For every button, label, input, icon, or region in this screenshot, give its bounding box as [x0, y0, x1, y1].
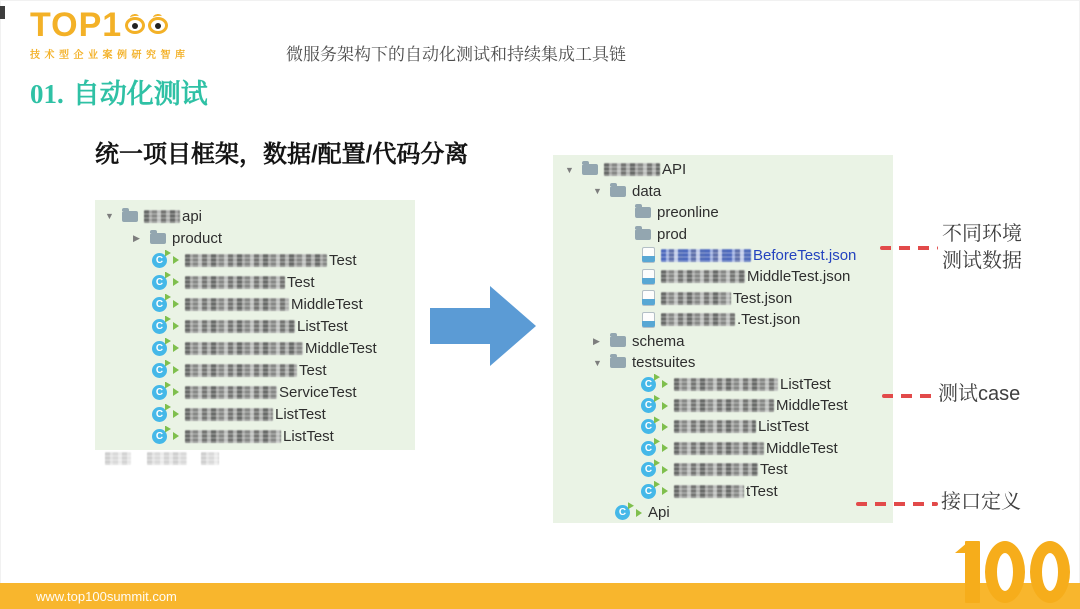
- json-file-icon: [642, 290, 655, 306]
- folder-icon: [582, 164, 598, 175]
- run-test-icon: [173, 366, 179, 374]
- redacted-name: [201, 452, 219, 465]
- file-suffix: Test: [287, 273, 315, 291]
- run-test-icon: [173, 278, 179, 286]
- folder-name: preonline: [657, 204, 719, 222]
- digit-1: [965, 541, 980, 603]
- run-test-icon: [662, 402, 668, 410]
- tree-row-root[interactable]: [553, 159, 893, 180]
- annotation-dashed-line: [856, 502, 938, 506]
- folder-icon: [610, 186, 626, 197]
- redacted-name: [185, 298, 289, 311]
- run-test-icon: [662, 423, 668, 431]
- annotation-test-case: 测试case: [938, 383, 1021, 405]
- class-icon: [152, 407, 167, 422]
- file-suffix: Test: [329, 251, 357, 269]
- file-suffix: MiddleTest: [305, 339, 377, 357]
- file-suffix: ListTest: [297, 317, 348, 335]
- file-suffix: Test: [760, 461, 788, 479]
- class-icon: [641, 462, 656, 477]
- annotation-env-data: [942, 221, 1022, 275]
- class-icon: [152, 319, 167, 334]
- folder-name: data: [632, 182, 662, 200]
- tree-row-test-file[interactable]: [95, 403, 415, 425]
- section-number: 01.: [30, 79, 64, 109]
- redacted-name: [604, 163, 660, 176]
- class-icon: [152, 363, 167, 378]
- redacted-name: [661, 249, 751, 262]
- file-suffix: ServiceTest: [279, 383, 357, 401]
- tree-row-prod[interactable]: [553, 223, 893, 244]
- tree-row-json-file[interactable]: [553, 309, 893, 330]
- tree-row-json-file[interactable]: [553, 266, 893, 287]
- chevron-expanded-icon[interactable]: ▼: [593, 186, 602, 197]
- file-name: Api: [648, 504, 670, 522]
- folder-name: api: [182, 207, 203, 225]
- file-suffix: Test.json: [733, 289, 793, 307]
- project-tree-left: [95, 200, 415, 450]
- folder-name: testsuites: [632, 354, 696, 372]
- tree-row-test-file[interactable]: [553, 373, 893, 394]
- annotation-line: 测试数据: [942, 250, 1022, 272]
- section-heading: [30, 72, 208, 111]
- folder-icon: [122, 211, 138, 222]
- top100-logo: [30, 8, 190, 61]
- class-icon: [641, 484, 656, 499]
- annotation-interface-def: 接口定义: [941, 491, 1021, 513]
- file-suffix: MiddleTest: [291, 295, 363, 313]
- logo-tagline: 技术型企业案例研究智库: [30, 50, 190, 61]
- file-suffix: tTest: [746, 482, 778, 500]
- file-suffix: MiddleTest.json: [747, 268, 851, 286]
- run-test-icon: [662, 380, 668, 388]
- right-arrow-icon: [430, 284, 538, 368]
- annotation-dashed-line: [882, 394, 938, 398]
- redacted-name: [661, 313, 735, 326]
- redacted-name: [144, 210, 180, 223]
- tree-row-test-file[interactable]: [95, 337, 415, 359]
- folder-name: product: [172, 229, 223, 247]
- file-suffix: Test: [299, 361, 327, 379]
- folder-icon: [610, 336, 626, 347]
- big-100-logo: [965, 541, 1070, 603]
- redacted-name: [185, 430, 281, 443]
- digit-0: [985, 541, 1025, 603]
- edge-artifact: [0, 6, 5, 19]
- file-suffix: ListTest: [758, 418, 809, 436]
- class-icon: [152, 429, 167, 444]
- tree-row-product[interactable]: [95, 227, 415, 249]
- annotation-line: 不同环境: [942, 223, 1022, 245]
- class-icon: [152, 253, 167, 268]
- chevron-expanded-icon[interactable]: ▼: [105, 211, 114, 221]
- section-title: 自动化测试: [72, 79, 208, 109]
- run-test-icon: [173, 432, 179, 440]
- run-test-icon: [662, 466, 668, 474]
- run-test-icon: [173, 322, 179, 330]
- tree-row-test-file[interactable]: [553, 481, 893, 502]
- json-file-icon: [642, 247, 655, 263]
- tree-row-test-file[interactable]: [95, 293, 415, 315]
- class-icon: [152, 297, 167, 312]
- tree-row-testsuites[interactable]: [553, 352, 893, 373]
- class-icon: [152, 275, 167, 290]
- json-file-icon: [642, 312, 655, 328]
- run-test-icon: [173, 344, 179, 352]
- annotation-dashed-line: [880, 246, 938, 250]
- redacted-name: [674, 485, 744, 498]
- redacted-name: [185, 364, 297, 377]
- file-suffix: ListTest: [283, 427, 334, 445]
- logo-text: TOP1: [30, 6, 123, 44]
- tree-row-test-file[interactable]: [95, 315, 415, 337]
- redacted-name: [185, 342, 303, 355]
- tree-row-root[interactable]: [95, 205, 415, 227]
- run-test-icon: [662, 444, 668, 452]
- folder-icon: [610, 357, 626, 368]
- deck-title: 微服务架构下的自动化测试和持续集成工具链: [286, 45, 626, 64]
- class-icon: [641, 419, 656, 434]
- tree-row-preonline[interactable]: [553, 202, 893, 223]
- chevron-expanded-icon[interactable]: ▼: [565, 164, 574, 175]
- chevron-expanded-icon[interactable]: ▼: [593, 357, 602, 368]
- eye-icon: [148, 17, 168, 34]
- redacted-name: [185, 276, 285, 289]
- tree-row-test-file[interactable]: [553, 459, 893, 480]
- tree-row-test-file[interactable]: [95, 381, 415, 403]
- tree-row-test-file[interactable]: [553, 395, 893, 416]
- tree-row-test-file[interactable]: [95, 359, 415, 381]
- redacted-name: [185, 254, 327, 267]
- file-suffix: ListTest: [780, 375, 831, 393]
- redacted-name: [105, 452, 131, 465]
- folder-name: schema: [632, 332, 685, 350]
- redacted-name: [661, 270, 745, 283]
- footer-url: www.top100summit.com: [36, 589, 177, 604]
- eye-icon: [125, 17, 145, 34]
- redacted-name: [185, 386, 277, 399]
- redacted-name: [674, 442, 764, 455]
- run-test-icon: [173, 300, 179, 308]
- chevron-collapsed-icon[interactable]: ▶: [133, 232, 140, 243]
- tree-row-schema[interactable]: [553, 331, 893, 352]
- redacted-name: [674, 378, 778, 391]
- file-suffix: ListTest: [275, 405, 326, 423]
- redacted-name: [185, 320, 295, 333]
- run-test-icon: [662, 487, 668, 495]
- folder-name: API: [662, 161, 687, 179]
- redacted-name: [674, 399, 774, 412]
- tree-row-test-file[interactable]: [95, 425, 415, 447]
- class-icon: [152, 385, 167, 400]
- class-icon: [641, 377, 656, 392]
- run-test-icon: [636, 509, 642, 517]
- run-test-icon: [173, 388, 179, 396]
- tree-row-json-file-selected[interactable]: [553, 245, 893, 266]
- class-icon: [152, 341, 167, 356]
- project-tree-right: [553, 155, 893, 523]
- tree-row-test-file[interactable]: [553, 416, 893, 437]
- tree-row-test-file[interactable]: [95, 249, 415, 271]
- folder-icon: [150, 233, 166, 244]
- class-icon: [615, 505, 630, 520]
- redacted-name: [185, 408, 273, 421]
- tree-row-test-file[interactable]: [553, 438, 893, 459]
- redacted-name: [147, 452, 187, 465]
- file-suffix: .Test.json: [737, 311, 801, 329]
- digit-0: [1030, 541, 1070, 603]
- folder-name: prod: [657, 225, 688, 243]
- folder-icon: [635, 229, 651, 240]
- file-suffix: BeforeTest.json: [753, 246, 857, 264]
- json-file-icon: [642, 269, 655, 285]
- slide-subtitle: 统一项目框架，数据/配置/代码分离: [95, 141, 469, 168]
- class-icon: [641, 441, 656, 456]
- chevron-collapsed-icon[interactable]: ▶: [593, 335, 600, 346]
- redacted-name: [661, 292, 731, 305]
- tree-row-api-class[interactable]: [553, 502, 893, 523]
- redacted-name: [674, 420, 756, 433]
- redacted-name: [674, 463, 758, 476]
- file-suffix: MiddleTest: [776, 397, 848, 415]
- run-test-icon: [173, 256, 179, 264]
- tree-row-partial: [95, 447, 415, 469]
- class-icon: [641, 398, 656, 413]
- tree-row-data[interactable]: [553, 180, 893, 201]
- run-test-icon: [173, 410, 179, 418]
- tree-row-json-file[interactable]: [553, 288, 893, 309]
- folder-icon: [635, 207, 651, 218]
- file-suffix: MiddleTest: [766, 439, 838, 457]
- tree-row-test-file[interactable]: [95, 271, 415, 293]
